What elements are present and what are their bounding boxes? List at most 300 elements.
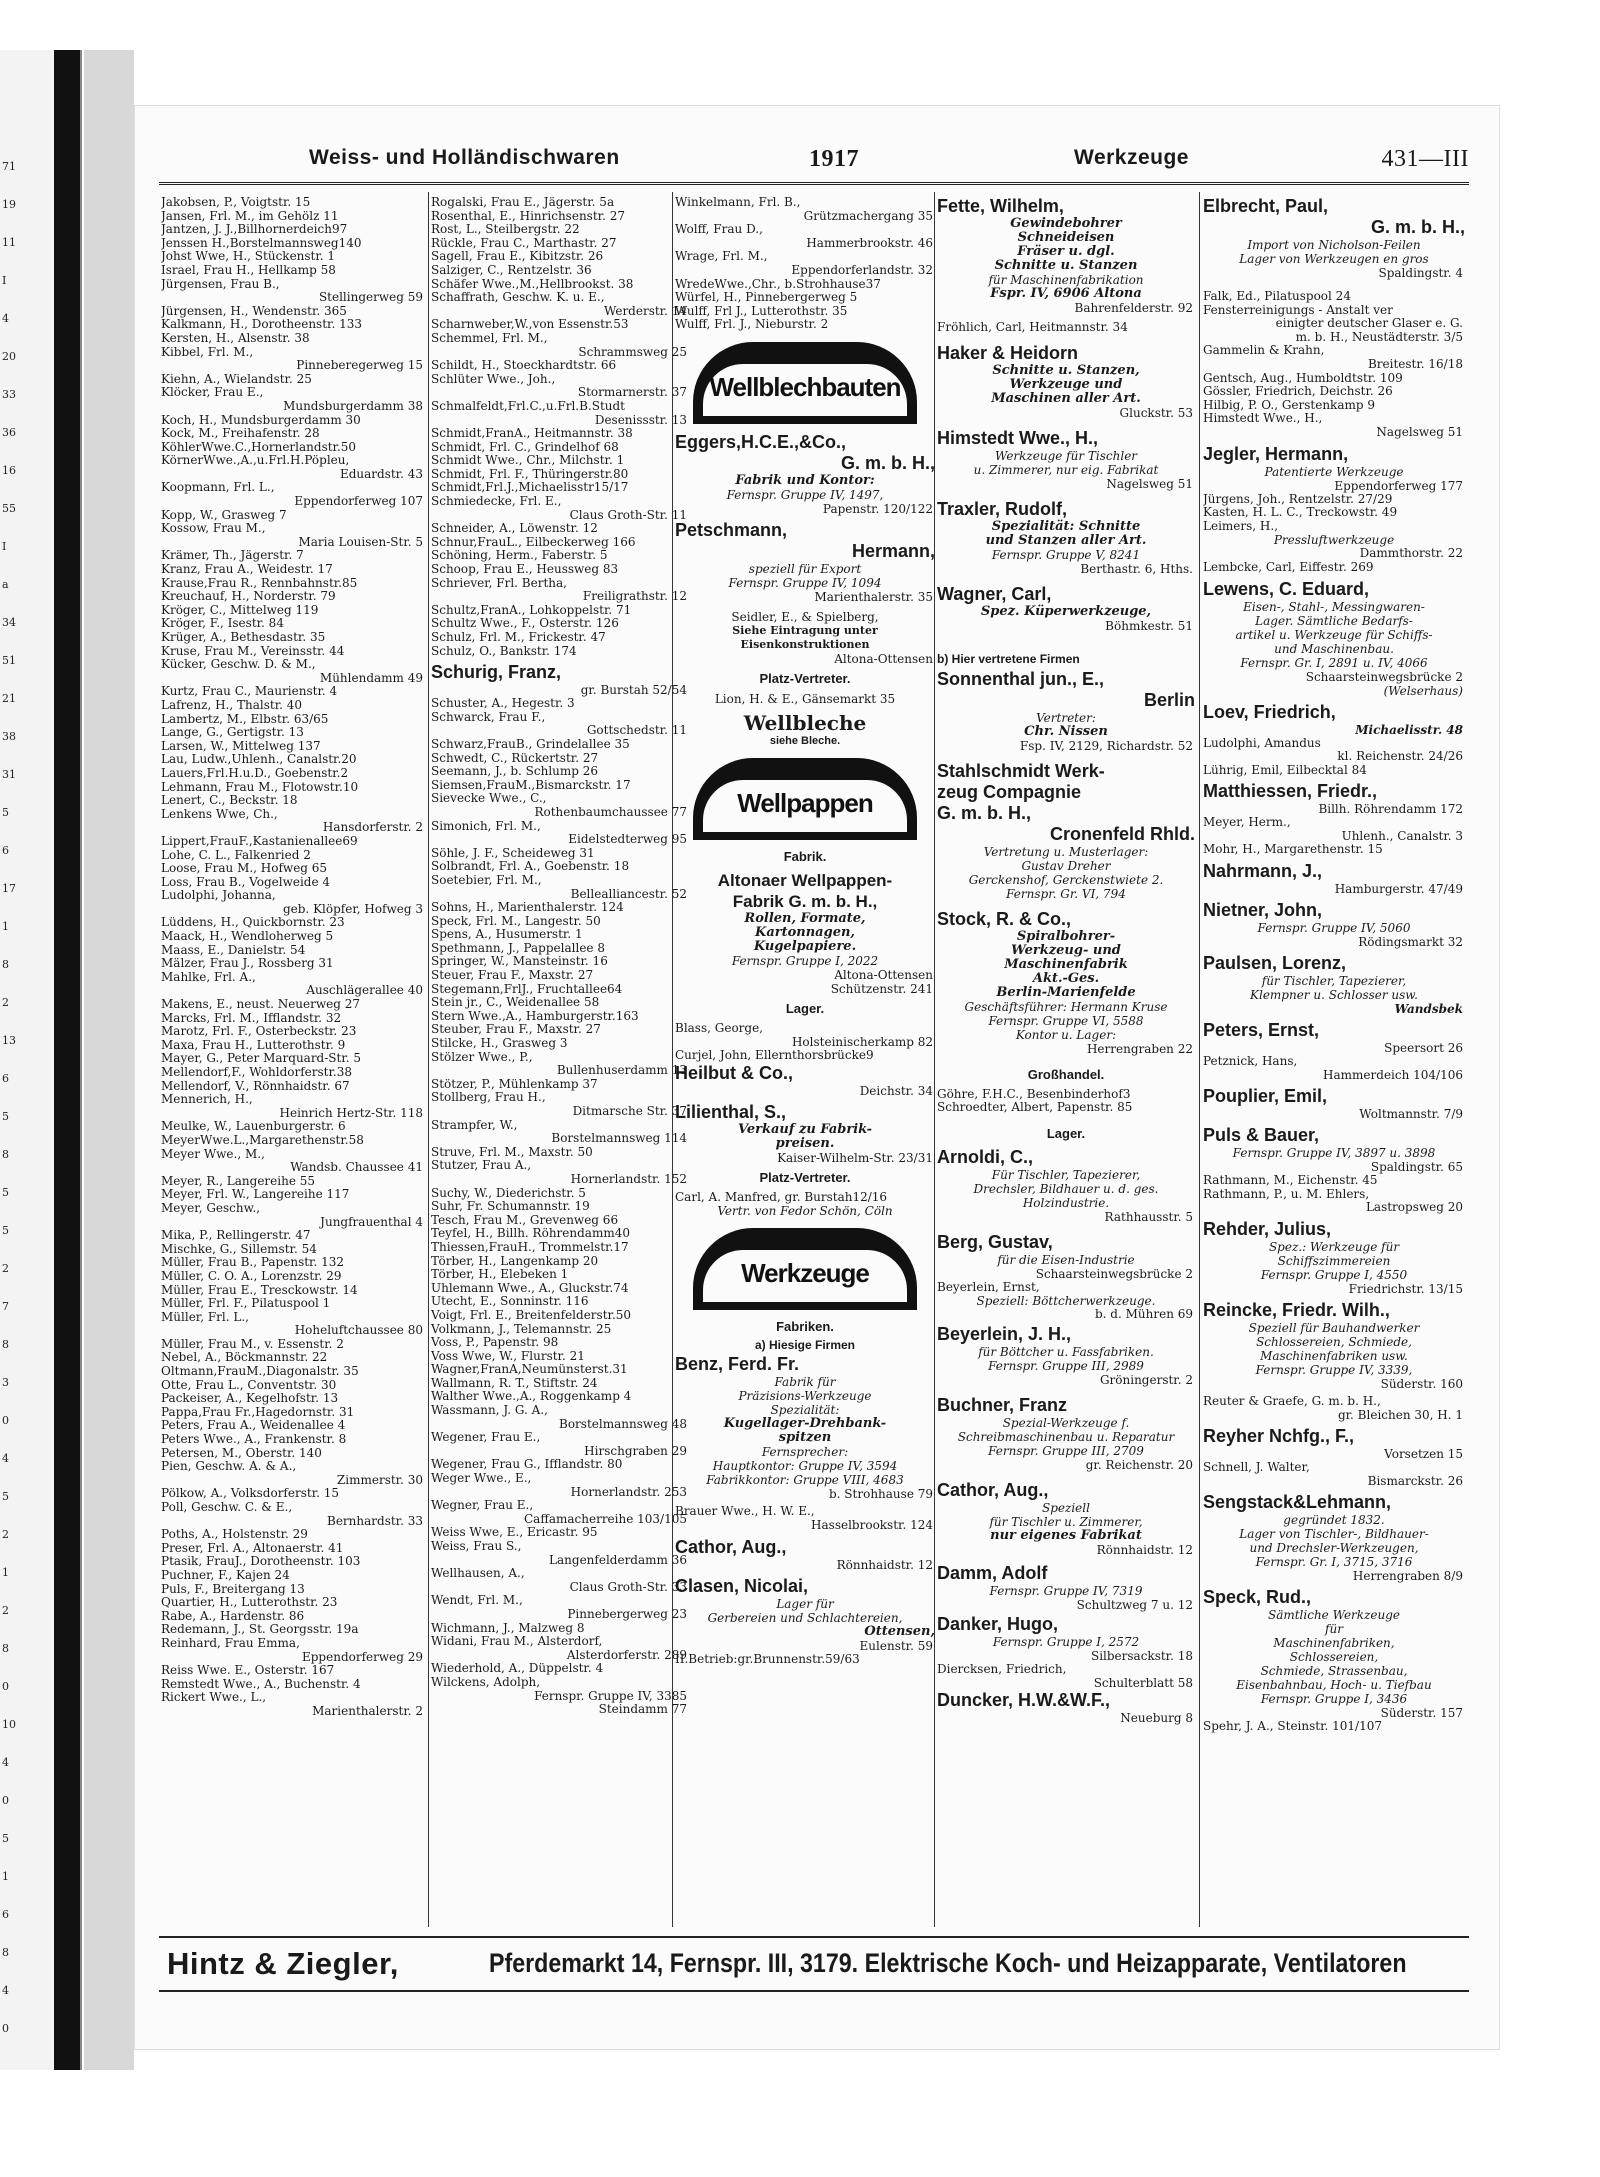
directory-entry: Stötzer, P., Mühlenkamp 37 bbox=[431, 1077, 598, 1091]
firm-address: Fsp. IV, 2129, Richardstr. 52 bbox=[1019, 738, 1193, 753]
firm-entry bbox=[937, 1614, 1195, 1663]
entry-continuation: Maria Louisen-Str. 5 bbox=[298, 535, 423, 549]
firm-address: Eppendorferweg 177 bbox=[1334, 478, 1463, 493]
previous-page-fragment: 6 bbox=[2, 1072, 9, 1085]
previous-page-fragment: 11 bbox=[2, 236, 16, 249]
directory-entry: Wolff, Frau D., bbox=[675, 223, 763, 237]
firm-name: Nietner, John, bbox=[1203, 900, 1323, 921]
firm-description: Fabrik und Kontor: bbox=[735, 472, 875, 488]
firm-entry bbox=[937, 1480, 1195, 1557]
firm-name-cont: G. m. b. H., bbox=[937, 802, 1032, 823]
directory-entry: Wellhausen, A., bbox=[431, 1567, 525, 1581]
firm-address: Spaldingstr. 4 bbox=[1378, 266, 1463, 280]
directory-entry: Mellendorf,F., Wohldorferstr.38 bbox=[161, 1066, 352, 1079]
firm-name: Beyerlein, J. H., bbox=[937, 1323, 1072, 1344]
directory-entry: Wulff, Frl. J., Nieburstr. 2 bbox=[675, 318, 829, 332]
directory-entry: Utecht, E., Sonninstr. 116 bbox=[431, 1295, 589, 1309]
firm-description: Import von Nicholson-Feilen bbox=[1247, 238, 1421, 252]
directory-entry: Jantzen, J. J.,Billhornerdeich97 bbox=[161, 223, 348, 237]
firm-entry bbox=[937, 761, 1195, 901]
entry-address: Nagelsweg 51 bbox=[1376, 425, 1463, 439]
firm-description: Schmiede, Strassenbau, bbox=[1260, 1664, 1408, 1679]
firm-description: Schnitte u. Stanzen, bbox=[992, 362, 1140, 378]
firm-entry bbox=[937, 196, 1195, 315]
footer-ad-text: Pferdemarkt 14, Fernspr. III, 3179. Elektrische Koch- und Heizapparate, Ventilatoren bbox=[489, 1948, 1407, 1978]
column-separator bbox=[428, 192, 429, 1927]
directory-entry: Kock, M., Freihafenstr. 28 bbox=[161, 427, 320, 441]
firm-address: Marienthalerstr. 35 bbox=[814, 589, 933, 604]
firm-description: Schreibmaschinenbau u. Reparatur bbox=[957, 1429, 1175, 1444]
firm-name: Reincke, Friedr. Wilh., bbox=[1203, 1300, 1390, 1321]
entry-text: Petznick, Hans, bbox=[1203, 1055, 1298, 1069]
entry-text: Fröhlich, Carl, Heitmannstr. 34 bbox=[937, 321, 1128, 334]
entry-continuation: Wandsb. Chaussee 41 bbox=[290, 1161, 423, 1175]
previous-page-fragment: 55 bbox=[2, 502, 16, 515]
previous-page-fragment: 3 bbox=[2, 1376, 9, 1389]
entry-continuation: Schrammsweg 25 bbox=[578, 345, 687, 359]
column-2 bbox=[431, 196, 689, 1921]
directory-entry: Meulke, W., Lauenburgerstr. 6 bbox=[161, 1120, 346, 1134]
firm-phone: Fspr. IV, 6906 Altona bbox=[990, 286, 1142, 301]
directory-entry: Koch, H., Mundsburgerdamm 30 bbox=[161, 413, 361, 427]
firm-address: Papenstr. 120/122 bbox=[822, 501, 933, 516]
directory-entry: Schmidt Wwe., Chr., Milchstr. 1 bbox=[431, 454, 625, 468]
entry-continuation: Bernhardstr. 33 bbox=[327, 1514, 423, 1528]
column-3 bbox=[675, 196, 935, 1921]
previous-page-fragment: I bbox=[2, 274, 7, 287]
section-label: Fabrik. bbox=[783, 848, 827, 864]
entry-continuation: Desenissstr. 13 bbox=[594, 413, 687, 427]
firm-name: Sonnenthal jun., E., bbox=[937, 668, 1105, 689]
directory-entry: Pien, Geschw. A. & A., bbox=[161, 1460, 297, 1474]
firm-description: Schnitte u. Stanzen bbox=[994, 258, 1138, 273]
directory-entry: Schmidt,FranA., Heitmannstr. 38 bbox=[431, 427, 633, 441]
firm-entry bbox=[1203, 1219, 1465, 1296]
directory-entry: Widani, Frau M., Alsterdorf, bbox=[431, 1635, 603, 1649]
firm-entry bbox=[675, 1354, 935, 1501]
firm-name: Loev, Friedrich, bbox=[1203, 701, 1336, 722]
previous-page-fragment: 0 bbox=[2, 1414, 9, 1427]
firm-phone: Hauptkontor: Gruppe IV, 3594 bbox=[712, 1459, 898, 1474]
firm-address: Nagelsweg 51 bbox=[1106, 476, 1193, 491]
column-4 bbox=[937, 196, 1195, 1921]
entry-continuation: Steindamm 77 bbox=[598, 1703, 687, 1717]
directory-entry: Sohns, H., Marienthalerstr. 124 bbox=[431, 901, 624, 915]
firm-name: Nahrmann, J., bbox=[1203, 861, 1323, 882]
directory-entry: Loss, Frau B., Vogelweide 4 bbox=[161, 875, 331, 889]
firm-description: speziell für Export bbox=[748, 561, 862, 576]
firm-description: Spez.: Werkzeuge für bbox=[1268, 1240, 1400, 1255]
firm-address: Böhmkestr. 51 bbox=[1105, 618, 1193, 633]
firm-address: gr. Burstah 52/54 bbox=[580, 683, 687, 698]
book-binding-shadow bbox=[54, 50, 80, 2070]
firm-address: Woltmannstr. 7/9 bbox=[1359, 1107, 1463, 1122]
directory-entry: Weiss, Frau S., bbox=[431, 1540, 522, 1553]
entry-address: m. b. H., Neustädterstr. 3/5 bbox=[1295, 330, 1463, 344]
directory-entry: Voss, P., Papenstr. 98 bbox=[431, 1336, 559, 1350]
directory-entry: Lange, G., Gertigstr. 13 bbox=[161, 726, 304, 740]
directory-entry: Wegener, Frau G., Ifflandstr. 80 bbox=[431, 1458, 623, 1472]
previous-page-fragment: 4 bbox=[2, 1452, 9, 1465]
section-label: Großhandel. bbox=[1027, 1066, 1105, 1082]
firm-description: Geschäftsführer: Hermann Kruse bbox=[964, 999, 1168, 1014]
entry-address: Schulterblatt 58 bbox=[1093, 1676, 1193, 1690]
firm-phone: Fernspr. Gruppe I, 4550 bbox=[1260, 1268, 1408, 1283]
firm-address: gr. Reichenstr. 20 bbox=[1085, 1457, 1193, 1472]
firm-entry bbox=[675, 870, 935, 996]
previous-page-fragment: 1 bbox=[2, 1566, 9, 1579]
section-label: Platz-Vertreter. bbox=[759, 1169, 851, 1185]
firm-address: Neueburg 8 bbox=[1120, 1711, 1193, 1726]
entry-address: gr. Bleichen 30, H. 1 bbox=[1337, 1408, 1463, 1422]
entry-continuation: Hirschgraben 29 bbox=[584, 1444, 687, 1458]
firm-phone: Fernspr. Gruppe IV, 5060 bbox=[1257, 921, 1411, 936]
firm-description: Lager. Sämtliche Bedarfs- bbox=[1255, 613, 1413, 628]
firm-entry bbox=[937, 1690, 1195, 1725]
directory-entry: Teyfel, H., Billh. Röhrendamm40 bbox=[431, 1227, 630, 1241]
directory-entry: Mika, P., Rellingerstr. 47 bbox=[161, 1229, 311, 1243]
entry-continuation: Fernspr. Gruppe IV, 3385 bbox=[534, 1689, 687, 1703]
directory-entry: Israel, Frau H., Hellkamp 58 bbox=[161, 263, 336, 277]
entry-text: Vertr. von Fedor Schön, Cöln bbox=[717, 1204, 893, 1219]
entry-text: Siehe Eintragung unter bbox=[732, 623, 878, 637]
directory-entry: Spethmann, J., Pappelallee 8 bbox=[431, 941, 605, 955]
firm-description: Patentierte Werkzeuge bbox=[1264, 464, 1404, 479]
directory-entry: Stegemann,FrlJ., Fruchtallee64 bbox=[431, 982, 623, 996]
firm-name-cont: Berlin bbox=[1143, 689, 1195, 710]
directory-entry: Maack, H., Wendloherweg 5 bbox=[161, 930, 334, 944]
directory-entry: Lüddens, H., Quickbornstr. 23 bbox=[161, 916, 345, 930]
firm-name: Peters, Ernst, bbox=[1203, 1020, 1320, 1041]
previous-page-fragment: 71 bbox=[2, 160, 16, 173]
firm-entry bbox=[1203, 1086, 1465, 1121]
firm-description: Kartonnagen, bbox=[755, 924, 855, 940]
directory-entry: Peters Wwe., A., Frankenstr. 8 bbox=[161, 1433, 347, 1447]
firm-name: Speck, Rud., bbox=[1203, 1587, 1312, 1608]
directory-entry: Lafrenz, H., Thalstr. 40 bbox=[161, 698, 303, 712]
entry-text: Gammelin & Krahn, bbox=[1203, 344, 1325, 358]
entry-text: einigter deutscher Glaser e. G. bbox=[1275, 317, 1463, 331]
firm-address: Rathhausstr. 5 bbox=[1104, 1209, 1193, 1224]
directory-entry: Schöning, Herm., Faberstr. 5 bbox=[431, 549, 608, 563]
firm-description: und Maschinenbau. bbox=[1274, 641, 1394, 656]
directory-entry: Mischke, G., Sillemstr. 54 bbox=[161, 1242, 317, 1256]
directory-entry: Wassmann, J. G. A., bbox=[431, 1404, 548, 1418]
section-label: Lager. bbox=[785, 1000, 825, 1016]
directory-entry: Törber, H., Langenkamp 20 bbox=[431, 1254, 599, 1268]
firm-entry bbox=[937, 343, 1195, 420]
firm-phone: Fernspr. Gruppe III, 2989 bbox=[988, 1358, 1144, 1373]
firm-entry bbox=[937, 1395, 1195, 1472]
directory-entry: Soetebier, Frl. M., bbox=[431, 873, 542, 887]
directory-entry: Schmidt, Frl. F., Thüringerstr.80 bbox=[431, 467, 629, 481]
entry-continuation: Bullenhuserdamm 13 bbox=[556, 1064, 687, 1078]
firm-description: Ottensen, bbox=[864, 1623, 935, 1639]
firm-entry bbox=[937, 499, 1195, 576]
entry-continuation: Werderstr. 14 bbox=[603, 304, 687, 318]
firm-description: Fräser u. dgl. bbox=[1017, 244, 1115, 259]
firm-description: Kontor u. Lager: bbox=[1015, 1027, 1117, 1042]
directory-entry: Volkmann, J., Telemannstr. 25 bbox=[431, 1322, 612, 1336]
firm-description: Spiralbohrer- bbox=[1016, 928, 1116, 944]
firm-entry bbox=[1203, 1020, 1465, 1055]
previous-page-fragment: 2 bbox=[2, 1262, 9, 1275]
directory-entry: Koopmann, Frl. L., bbox=[161, 481, 275, 495]
entry-text: Fensterreinigungs - Anstalt ver bbox=[1203, 303, 1393, 317]
directory-entry: Lambertz, M., Elbstr. 63/65 bbox=[161, 712, 329, 726]
entry-text: Diercksen, Friedrich, bbox=[937, 1662, 1067, 1676]
directory-entry: Suchy, W., Diederichstr. 5 bbox=[431, 1186, 586, 1200]
entry-continuation: Mühlendamm 49 bbox=[319, 671, 423, 685]
firm-name: Petschmann, bbox=[675, 519, 788, 540]
entry-continuation: Freiligrathstr. 12 bbox=[582, 590, 687, 604]
firm-description: preisen. bbox=[775, 1135, 835, 1151]
firm-description: Spezialität: Schnitte bbox=[991, 518, 1141, 534]
firm-entry bbox=[1203, 196, 1465, 280]
directory-entry: Müller, Frau M., v. Essenstr. 2 bbox=[161, 1337, 344, 1351]
directory-entry: Thiessen,FrauH., Trommelstr.17 bbox=[431, 1240, 629, 1254]
directory-entry: Mahlke, Frl. A., bbox=[161, 970, 256, 984]
firm-entry bbox=[1203, 900, 1465, 949]
firm-description: Spez. Küperwerkzeuge, bbox=[980, 603, 1152, 619]
firm-entry bbox=[937, 1324, 1195, 1387]
firm-name: Damm, Adolf bbox=[937, 1562, 1048, 1583]
firm-address: Süderstr. 160 bbox=[1380, 1377, 1463, 1392]
previous-page-fragment: 5 bbox=[2, 1110, 9, 1123]
previous-page-fragment: 4 bbox=[2, 1756, 9, 1769]
firm-entry bbox=[937, 1147, 1195, 1224]
firm-name: Schurig, Franz, bbox=[431, 662, 562, 683]
previous-page-fragment: 4 bbox=[2, 1984, 9, 1997]
previous-page-fragment: 5 bbox=[2, 806, 9, 819]
firm-entry bbox=[1203, 953, 1465, 1016]
firm-name-cont: Hermann, bbox=[851, 540, 935, 561]
entry-continuation: Ditmarsche Str. 37 bbox=[572, 1105, 687, 1118]
directory-entry: Stölzer Wwe., P., bbox=[431, 1050, 533, 1064]
entry-text: Ludolphi, Amandus bbox=[1203, 736, 1321, 750]
firm-phone: Fernspr. Gruppe IV, 3897 u. 3898 bbox=[1232, 1146, 1436, 1161]
entry-continuation: Hansdorferstr. 2 bbox=[322, 821, 423, 835]
firm-name: Berg, Gustav, bbox=[937, 1231, 1053, 1252]
directory-entry: Otte, Frau L., Conventstr. 30 bbox=[161, 1378, 337, 1392]
firm-address: Altona-Ottensen bbox=[834, 967, 933, 982]
entry-text: Gössler, Friedrich, Deichstr. 26 bbox=[1203, 385, 1393, 399]
previous-page-fragment: 2 bbox=[2, 1604, 9, 1617]
firm-entry bbox=[937, 909, 1195, 1056]
directory-entry: Kröger, F., Isestr. 84 bbox=[161, 617, 284, 631]
firm-name-cont: G. m. b. H., bbox=[1370, 217, 1465, 237]
firm-phone: Fernspr. Gruppe I, 2572 bbox=[992, 1634, 1140, 1649]
firm-description: Maschinenfabrik bbox=[1004, 956, 1128, 972]
firm-name: Eggers,H.C.E.,&Co., bbox=[675, 431, 847, 452]
directory-entry: Meyer Wwe., M., bbox=[161, 1147, 265, 1161]
directory-entry: Schneider, A., Löwenstr. 12 bbox=[431, 522, 598, 536]
directory-entry: Steuber, Frau F., Maxstr. 27 bbox=[431, 1023, 601, 1037]
firm-description: spitzen bbox=[778, 1430, 832, 1446]
directory-entry: Lenkens Wwe, Ch., bbox=[161, 807, 278, 821]
directory-entry: Schwedt, C., Rückertstr. 27 bbox=[431, 751, 599, 765]
directory-entry: Mayer, G., Peter Marquard-Str. 5 bbox=[161, 1052, 362, 1066]
firm-phone: Fernspr. Gr. I, 3715, 3716 bbox=[1255, 1555, 1413, 1570]
firm-phone: Fernspr. Gruppe IV, 3339, bbox=[1255, 1363, 1413, 1378]
directory-entry: Sievecke Wwe., C., bbox=[431, 792, 547, 806]
firm-address: Hamburgerstr. 47/49 bbox=[1334, 882, 1463, 897]
previous-page-fragment: 10 bbox=[2, 1718, 16, 1731]
directory-entry: Steuer, Frau F., Maxstr. 27 bbox=[431, 969, 594, 983]
firm-description: Rollen, Formate, bbox=[744, 910, 866, 926]
firm-name: Lewens, C. Eduard, bbox=[1203, 578, 1370, 599]
firm-address: Vorsetzen 15 bbox=[1384, 1447, 1463, 1462]
entry-text: Hilbig, P. O., Gerstenkamp 9 bbox=[1203, 398, 1375, 412]
directory-entry: Wegener, Frau E., bbox=[431, 1431, 541, 1445]
directory-entry: Quartier, H., Lutterothstr. 23 bbox=[161, 1596, 338, 1610]
firm-entry bbox=[1203, 1587, 1465, 1720]
directory-entry: Rost, L., Steilbergstr. 22 bbox=[431, 223, 580, 237]
firm-phone: Fernspr. Gruppe V, 8241 bbox=[991, 547, 1141, 562]
directory-entry: Schulz, O., Bankstr. 174 bbox=[431, 644, 577, 658]
directory-entry: Wendt, Frl. M., bbox=[431, 1594, 523, 1608]
directory-entry: Spens, A., Husumerstr. 1 bbox=[431, 928, 583, 942]
directory-entry: Rabe, A., Hardenstr. 86 bbox=[161, 1609, 305, 1623]
directory-entry: Maxa, Frau H., Lutterothstr. 9 bbox=[161, 1038, 346, 1052]
firm-name: Stock, R. & Co., bbox=[937, 908, 1072, 929]
firm-description: Holzindustrie. bbox=[1022, 1195, 1110, 1210]
firm-description: für bbox=[1325, 1622, 1343, 1637]
firm-description: Lager für bbox=[776, 1596, 834, 1611]
firm-name: Haker & Heidorn bbox=[937, 342, 1079, 363]
directory-entry: Jakobsen, P., Voigtstr. 15 bbox=[161, 196, 311, 209]
directory-entry: Kalkmann, H., Dorotheenstr. 133 bbox=[161, 318, 362, 332]
entry-text: Lührig, Emil, Eilbecktal 84 bbox=[1203, 763, 1367, 777]
directory-entry: Seemann, J., b. Schlump 26 bbox=[431, 765, 599, 779]
directory-entry: Klöcker, Frau E., bbox=[161, 386, 264, 400]
firm-phone: Fernspr. Gruppe I, 3436 bbox=[1260, 1692, 1408, 1707]
directory-entry: Schäfer Wwe.,M.,Hellbrookst. 38 bbox=[431, 277, 634, 291]
previous-page-fragment: 5 bbox=[2, 1490, 9, 1503]
directory-entry: Lippert,FrauF.,Kastanienallee69 bbox=[161, 834, 358, 848]
directory-entry: Lehmann, Frau M., Flotowstr.10 bbox=[161, 780, 359, 794]
firm-description: Chr. Nissen bbox=[1024, 723, 1108, 739]
previous-page-fragment: 36 bbox=[2, 426, 16, 439]
directory-entry: Rickert Wwe., L., bbox=[161, 1691, 267, 1705]
running-head-year: 1917 bbox=[809, 146, 859, 172]
directory-entry: Siemsen,FrauM.,Bismarckstr. 17 bbox=[431, 778, 631, 792]
firm-description: Berlin-Marienfelde bbox=[996, 984, 1136, 1000]
previous-page-fragment: 2 bbox=[2, 1528, 9, 1541]
directory-entry: Kranz, Frau A., Weidestr. 17 bbox=[161, 563, 333, 577]
directory-entry: Voigt, Frl. E., Breitenfelderstr.50 bbox=[431, 1308, 632, 1322]
firm-name: Matthiessen, Friedr., bbox=[1203, 781, 1378, 802]
entry-continuation: Hammerbrookstr. 46 bbox=[806, 236, 933, 250]
directory-entry: Pölkow, A., Volksdorferstr. 15 bbox=[161, 1487, 340, 1501]
directory-entry: Müller, C. O. A., Lorenzstr. 29 bbox=[161, 1269, 342, 1283]
directory-entry: Müller, Frau E., Tresckowstr. 14 bbox=[161, 1283, 358, 1297]
column-1 bbox=[161, 196, 425, 1921]
directory-entry: Rogalski, Frau E., Jägerstr. 5a bbox=[431, 196, 615, 209]
directory-entry: Meyer, R., Langereihe 55 bbox=[161, 1174, 316, 1188]
previous-page-fragment: 0 bbox=[2, 1680, 9, 1693]
firm-name: Cathor, Aug., bbox=[937, 1479, 1049, 1500]
entry-continuation: Eppendorferlandstr. 32 bbox=[791, 263, 933, 277]
previous-page-fragment: 7 bbox=[2, 1300, 9, 1313]
directory-entry: Loose, Frau M., Hofweg 65 bbox=[161, 862, 328, 876]
firm-name: Duncker, H.W.&W.F., bbox=[937, 1690, 1111, 1711]
previous-page-fragment: 1 bbox=[2, 1870, 9, 1883]
directory-entry: Springer, W., Mansteinstr. 16 bbox=[431, 955, 608, 969]
directory-entry: Tesch, Frau M., Grevenweg 66 bbox=[431, 1213, 619, 1227]
firm-phone: Fernspr. Gruppe III, 2709 bbox=[988, 1443, 1144, 1458]
firm-address: Schützenstr. 241 bbox=[830, 981, 933, 996]
subsection-label: a) Hiesige Firmen bbox=[754, 1338, 856, 1353]
firm-entry bbox=[1203, 1426, 1465, 1461]
entry-text: Jürgens, Joh., Rentzelstr. 27/29 bbox=[1203, 492, 1393, 506]
previous-page-fragment: 5 bbox=[2, 1832, 9, 1845]
firm-entry bbox=[675, 520, 935, 604]
firm-name: Cathor, Aug., bbox=[675, 1536, 787, 1557]
firm-entry bbox=[1203, 579, 1465, 698]
previous-page-fragment: 8 bbox=[2, 1946, 9, 1959]
directory-entry: Reinhard, Frau Emma, bbox=[161, 1636, 300, 1650]
directory-entry: Meyer, Frl. W., Langereihe 117 bbox=[161, 1188, 350, 1202]
firm-address: Gröningerstr. 2 bbox=[1099, 1372, 1193, 1387]
directory-entry: Nebel, A., Böckmannstr. 22 bbox=[161, 1351, 328, 1365]
directory-entry: Marcks, Frl. M., Ifflandstr. 32 bbox=[161, 1011, 342, 1025]
previous-page-fragment: 4 bbox=[2, 312, 9, 325]
firm-name: Reyher Nchfg., F., bbox=[1203, 1426, 1355, 1447]
directory-page bbox=[134, 105, 1500, 2050]
entry-continuation: Borstelmannsweg 48 bbox=[559, 1417, 687, 1431]
firm-address: Rönnhaidstr. 12 bbox=[836, 1557, 933, 1572]
firm-description: und Stanzen aller Art. bbox=[985, 532, 1147, 548]
directory-entry: Schwarck, Frau F., bbox=[431, 710, 546, 724]
entry-continuation: Rothenbaumchaussee 77 bbox=[534, 805, 687, 819]
entry-continuation: Caffamacherreihe 103/105 bbox=[523, 1512, 687, 1526]
directory-entry: Voss Wwe, W., Flurstr. 21 bbox=[431, 1349, 585, 1363]
entry-text: Kasten, H. L. C., Treckowstr. 49 bbox=[1203, 506, 1398, 520]
firm-description: und Drechsler-Werkzeugen, bbox=[1249, 1541, 1419, 1556]
previous-page-fragment: 2 bbox=[2, 996, 9, 1009]
directory-entry: Kiehn, A., Wielandstr. 25 bbox=[161, 372, 312, 386]
firm-phone: Fabrikkontor: Gruppe VIII, 4683 bbox=[706, 1473, 904, 1488]
firm-address: Deichstr. 34 bbox=[859, 1083, 933, 1098]
firm-name: Traxler, Rudolf, bbox=[937, 498, 1068, 519]
entry-continuation: Gottschedstr. 11 bbox=[586, 724, 687, 738]
firm-name: Rehder, Julius, bbox=[1203, 1219, 1332, 1240]
entry-text: Göhre, F.H.C., Besenbinderhof3 bbox=[937, 1087, 1131, 1101]
firm-name: Pouplier, Emil, bbox=[1203, 1086, 1328, 1107]
firm-description: nur eigenes Fabrikat bbox=[990, 1527, 1142, 1543]
directory-entry: Reiss Wwe. E., Osterstr. 167 bbox=[161, 1664, 335, 1678]
firm-description: Werkzeug- und bbox=[1011, 942, 1121, 958]
directory-entry: Weiss Wwe, E., Ericastr. 95 bbox=[431, 1526, 598, 1540]
directory-entry: Johst Wwe, H., Stückenstr. 1 bbox=[161, 250, 336, 264]
firm-entry bbox=[1203, 702, 1465, 737]
entry-text: Spehr, J. A., Steinstr. 101/107 bbox=[1203, 1720, 1382, 1734]
directory-entry: Wrage, Frl. M., bbox=[675, 250, 768, 264]
previous-page-fragment: 8 bbox=[2, 1148, 9, 1161]
firm-address: Michaelisstr. 48 bbox=[1355, 722, 1463, 737]
entry-continuation: Eppendorferweg 29 bbox=[301, 1650, 423, 1664]
firm-description: für Böttcher u. Fassfabriken. bbox=[978, 1344, 1154, 1359]
firm-description: Schneideisen bbox=[1017, 230, 1115, 245]
firm-entry bbox=[1203, 1125, 1465, 1174]
directory-entry: Larsen, W., Mittelweg 137 bbox=[161, 739, 321, 753]
firm-name: Elbrecht, Paul, bbox=[1203, 196, 1329, 216]
firm-description: gegründet 1832. bbox=[1283, 1513, 1385, 1528]
firm-name: Jegler, Hermann, bbox=[1203, 443, 1349, 464]
entry-text: Curjel, John, Ellernthorsbrücke9 bbox=[675, 1049, 874, 1063]
entry-continuation: Zimmerstr. 30 bbox=[336, 1473, 423, 1487]
